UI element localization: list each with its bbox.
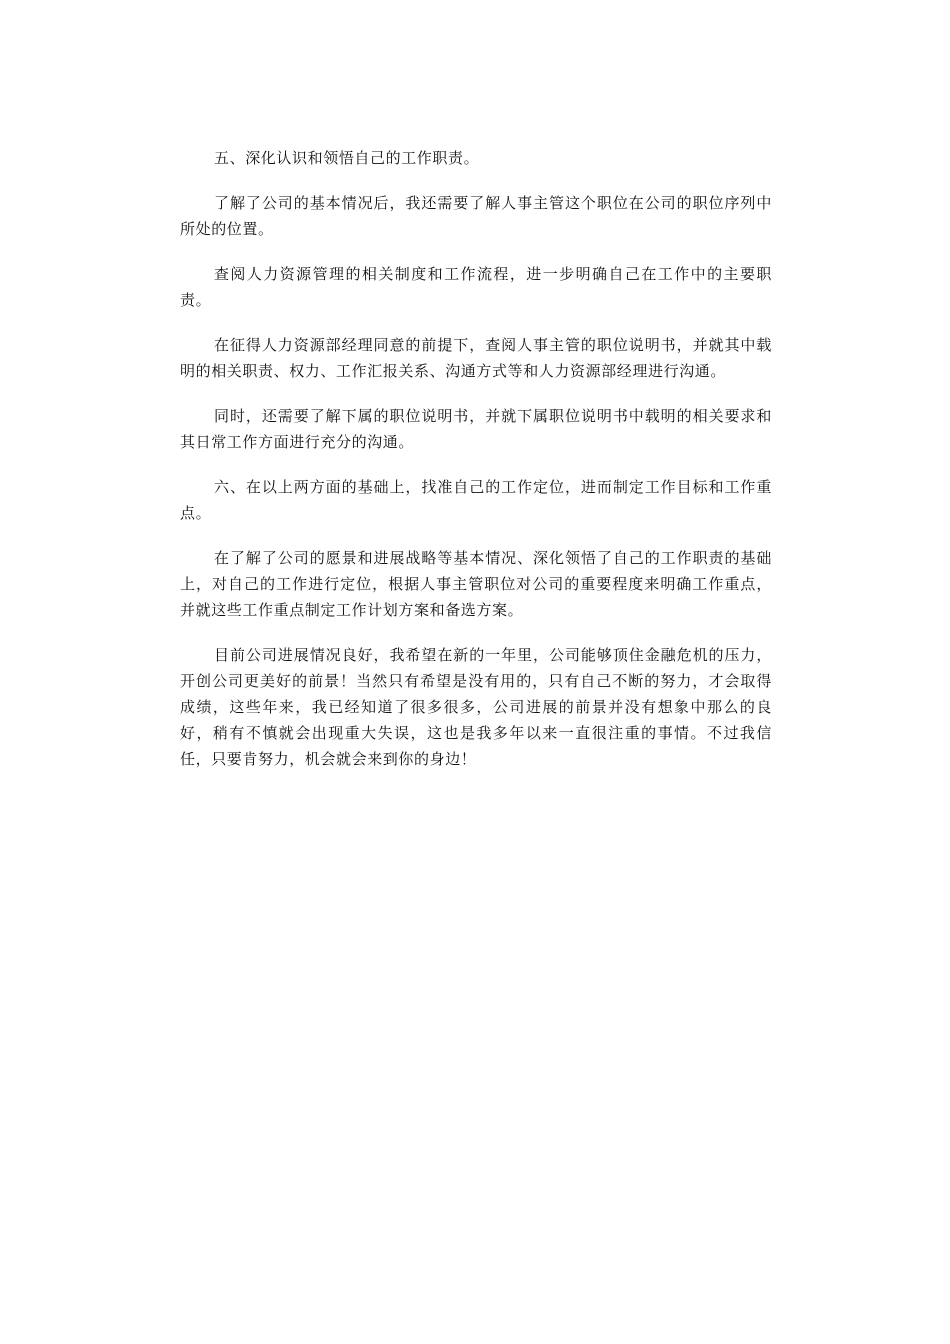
paragraph: 同时，还需要了解下属的职位说明书，并就下属职位说明书中载明的相关要求和其日常工作方面进行充分的沟通。	[180, 407, 772, 451]
paragraph: 查阅人力资源管理的相关制度和工作流程，进一步明确自己在工作中的主要职责。	[180, 265, 772, 309]
section-heading-6: 六、在以上两方面的基础上，找准自己的工作定位，进而制定工作目标和工作重点。	[180, 478, 772, 522]
paragraph: 了解了公司的基本情况后，我还需要了解人事主管这个职位在公司的职位序列中所处的位置。	[180, 194, 772, 238]
section-heading-5: 五、深化认识和领悟自己的工作职责。	[214, 149, 480, 167]
paragraph: 在征得人力资源部经理同意的前提下，查阅人事主管的职位说明书，并就其中载明的相关职责、权力、工作汇报关系、沟通方式等和人力资源部经理进行沟通。	[180, 336, 772, 380]
paragraph: 在了解了公司的愿景和进展战略等基本情况、深化领悟了自己的工作职责的基础上，对自己的工作进行定位，根据人事主管职位对公司的重要程度来明确工作重点，并就这些工作重点制定工作计划方案和备选方案。	[180, 549, 772, 619]
paragraph: 目前公司进展情况良好，我希望在新的一年里，公司能够顶住金融危机的压力，开创公司更美好的前景！当然只有希望是没有用的，只有自己不断的努力，才会取得成绩，这些年来，我已经知道了很多很多，公司进展的前景并没有想象中那么的良好，稍有不慎就会出现重大失误，这也是我多年以来一直很注重的事情。不过我信任，只要肯努力，机会就会来到你的身边！	[180, 646, 772, 768]
document-body	[180, 145, 772, 791]
